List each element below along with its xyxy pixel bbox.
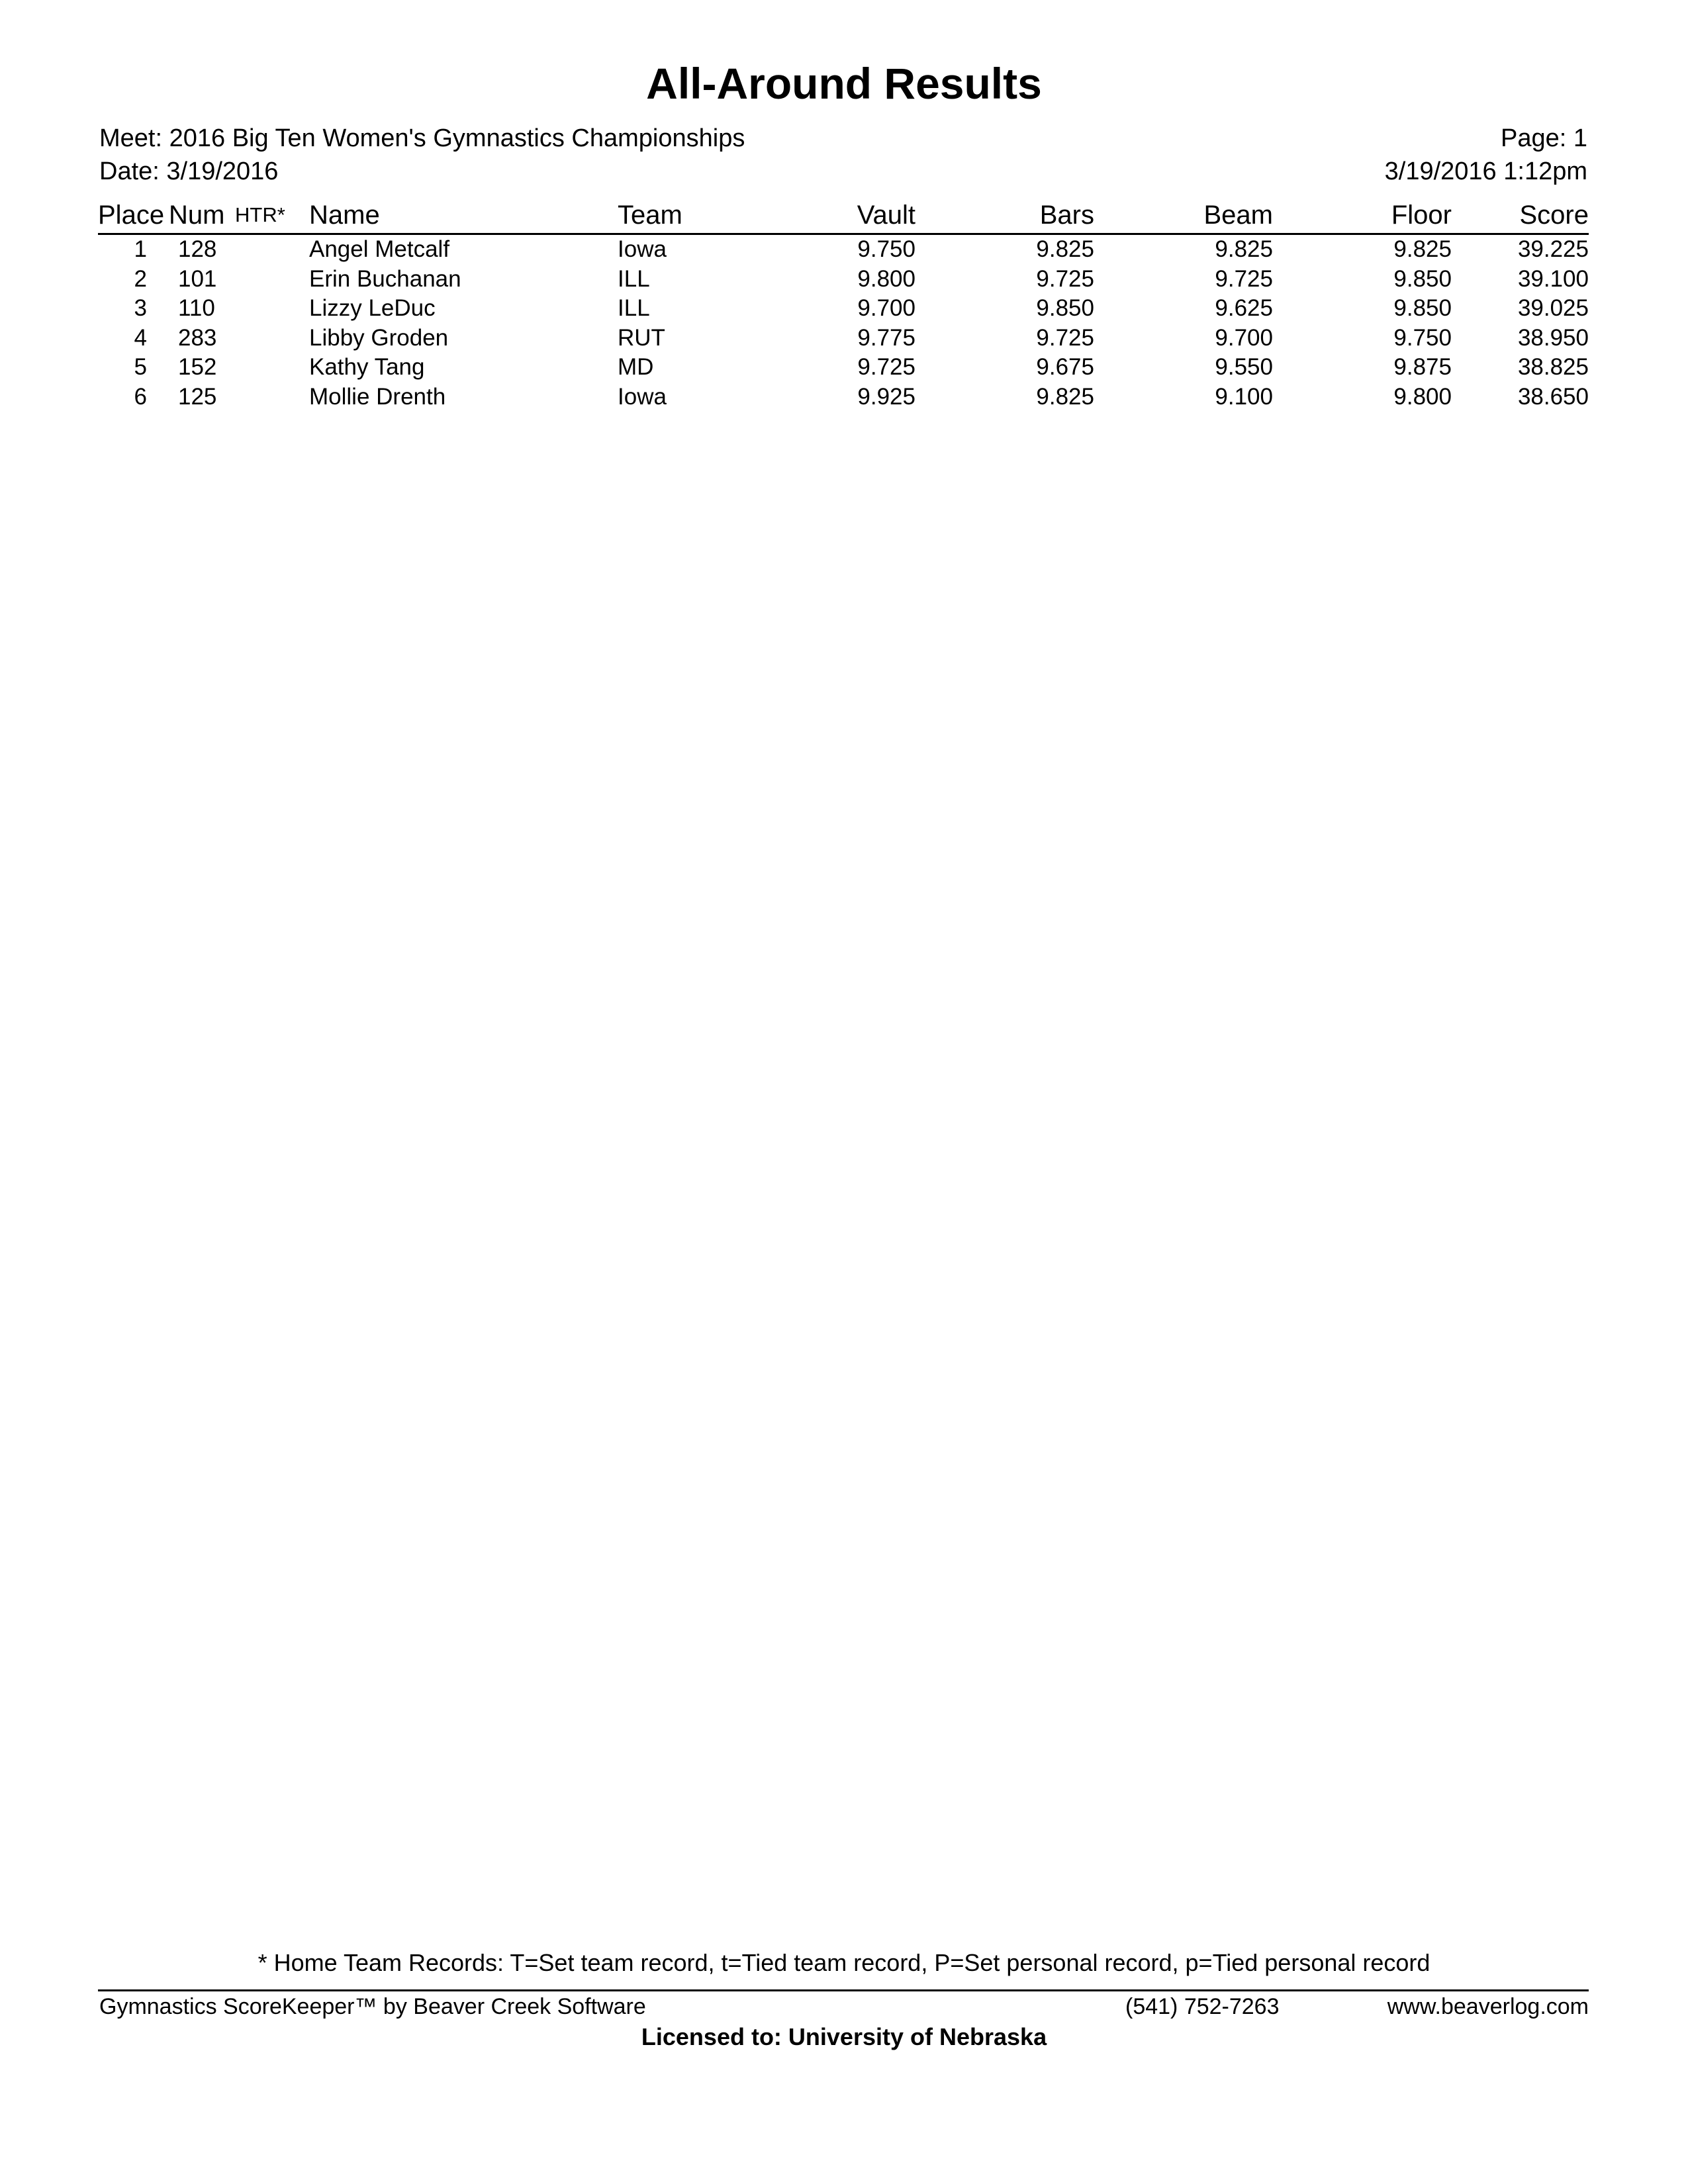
cell-beam: 9.550 [1215, 354, 1273, 380]
cell-bars: 9.675 [1036, 354, 1094, 380]
cell-team: MD [618, 354, 654, 380]
cell-score: 39.025 [1517, 295, 1589, 321]
cell-bars: 9.725 [1036, 265, 1094, 292]
col-header-score: Score [1452, 199, 1589, 234]
results-table [98, 199, 1589, 412]
footer-divider [98, 1989, 1589, 1991]
cell-htr [235, 294, 309, 324]
col-header-floor: Floor [1273, 199, 1452, 234]
cell-name: Lizzy LeDuc [309, 295, 436, 321]
cell-team: RUT [618, 324, 665, 351]
cell-floor: 9.850 [1393, 295, 1452, 321]
date-line [99, 158, 278, 186]
col-header-beam: Beam [1094, 199, 1273, 234]
meet-name: 2016 Big Ten Women's Gymnastics Championships [169, 124, 745, 152]
cell-vault: 9.925 [857, 383, 915, 410]
cell-place: 1 [134, 236, 147, 262]
col-header-team: Team [618, 199, 789, 234]
page-number: Page: 1 [1501, 124, 1587, 152]
cell-vault: 9.775 [857, 324, 915, 351]
cell-team: ILL [618, 295, 650, 321]
footer-phone: (541) 752-7263 [1125, 1994, 1280, 2019]
cell-num: 101 [178, 265, 217, 292]
cell-floor: 9.800 [1393, 383, 1452, 410]
cell-vault: 9.750 [857, 236, 915, 262]
cell-place: 2 [134, 265, 147, 292]
cell-num: 152 [178, 354, 217, 380]
cell-bars: 9.850 [1036, 295, 1094, 321]
cell-num: 128 [178, 236, 217, 262]
cell-score: 38.825 [1517, 354, 1589, 380]
printed-timestamp: 3/19/2016 1:12pm [1384, 158, 1587, 185]
col-header-htr: HTR* [235, 199, 309, 234]
header-row [98, 199, 1589, 234]
table-row [98, 294, 1589, 324]
table-row [98, 265, 1589, 295]
cell-beam: 9.825 [1215, 236, 1273, 262]
cell-floor: 9.825 [1393, 236, 1452, 262]
cell-beam: 9.700 [1215, 324, 1273, 351]
records-legend: * Home Team Records: T=Set team record, t=Tied team record, P=Set personal record, p=Tied personal record [258, 1949, 1430, 1976]
cell-place: 6 [134, 383, 147, 410]
cell-vault: 9.725 [857, 354, 915, 380]
cell-num: 110 [178, 295, 215, 321]
cell-vault: 9.800 [857, 265, 915, 292]
col-header-num: Num [169, 199, 235, 234]
cell-vault: 9.700 [857, 295, 915, 321]
cell-num: 283 [178, 324, 217, 351]
cell-htr [235, 383, 309, 412]
cell-htr [235, 234, 309, 265]
cell-name: Angel Metcalf [309, 236, 450, 262]
table-row [98, 383, 1589, 412]
cell-beam: 9.725 [1215, 265, 1273, 292]
cell-floor: 9.875 [1393, 354, 1452, 380]
cell-beam: 9.625 [1215, 295, 1273, 321]
cell-team: Iowa [618, 236, 667, 262]
table-row [98, 234, 1589, 265]
cell-name: Libby Groden [309, 324, 449, 351]
cell-name: Mollie Drenth [309, 383, 446, 410]
cell-score: 38.650 [1517, 383, 1589, 410]
cell-score: 38.950 [1517, 324, 1589, 351]
cell-bars: 9.825 [1036, 383, 1094, 410]
cell-place: 4 [134, 324, 147, 351]
cell-place: 5 [134, 354, 147, 380]
table-row [98, 324, 1589, 353]
meet-label: Meet: [99, 124, 163, 152]
cell-team: Iowa [618, 383, 667, 410]
page-title: All-Around Results [646, 59, 1042, 108]
cell-htr [235, 324, 309, 353]
cell-score: 39.225 [1517, 236, 1589, 262]
col-header-bars: Bars [915, 199, 1094, 234]
cell-name: Kathy Tang [309, 354, 425, 380]
cell-name: Erin Buchanan [309, 265, 461, 292]
cell-score: 39.100 [1517, 265, 1589, 292]
cell-team: ILL [618, 265, 650, 292]
cell-place: 3 [134, 295, 147, 321]
cell-bars: 9.725 [1036, 324, 1094, 351]
cell-bars: 9.825 [1036, 236, 1094, 262]
col-header-name: Name [309, 199, 618, 234]
meet-line [99, 124, 745, 153]
col-header-place: Place [98, 199, 169, 234]
cell-beam: 9.100 [1215, 383, 1273, 410]
table-row [98, 353, 1589, 383]
cell-htr [235, 265, 309, 295]
cell-num: 125 [178, 383, 217, 410]
footer-website: www.beaverlog.com [1387, 1994, 1589, 2019]
cell-floor: 9.750 [1393, 324, 1452, 351]
date-value: 3/19/2016 [166, 158, 279, 185]
cell-htr [235, 353, 309, 383]
col-header-vault: Vault [789, 199, 915, 234]
date-label: Date: [99, 158, 160, 185]
cell-floor: 9.850 [1393, 265, 1452, 292]
license-line: Licensed to: University of Nebraska [641, 2023, 1047, 2050]
footer-software: Gymnastics ScoreKeeper™ by Beaver Creek Software [99, 1994, 646, 2019]
